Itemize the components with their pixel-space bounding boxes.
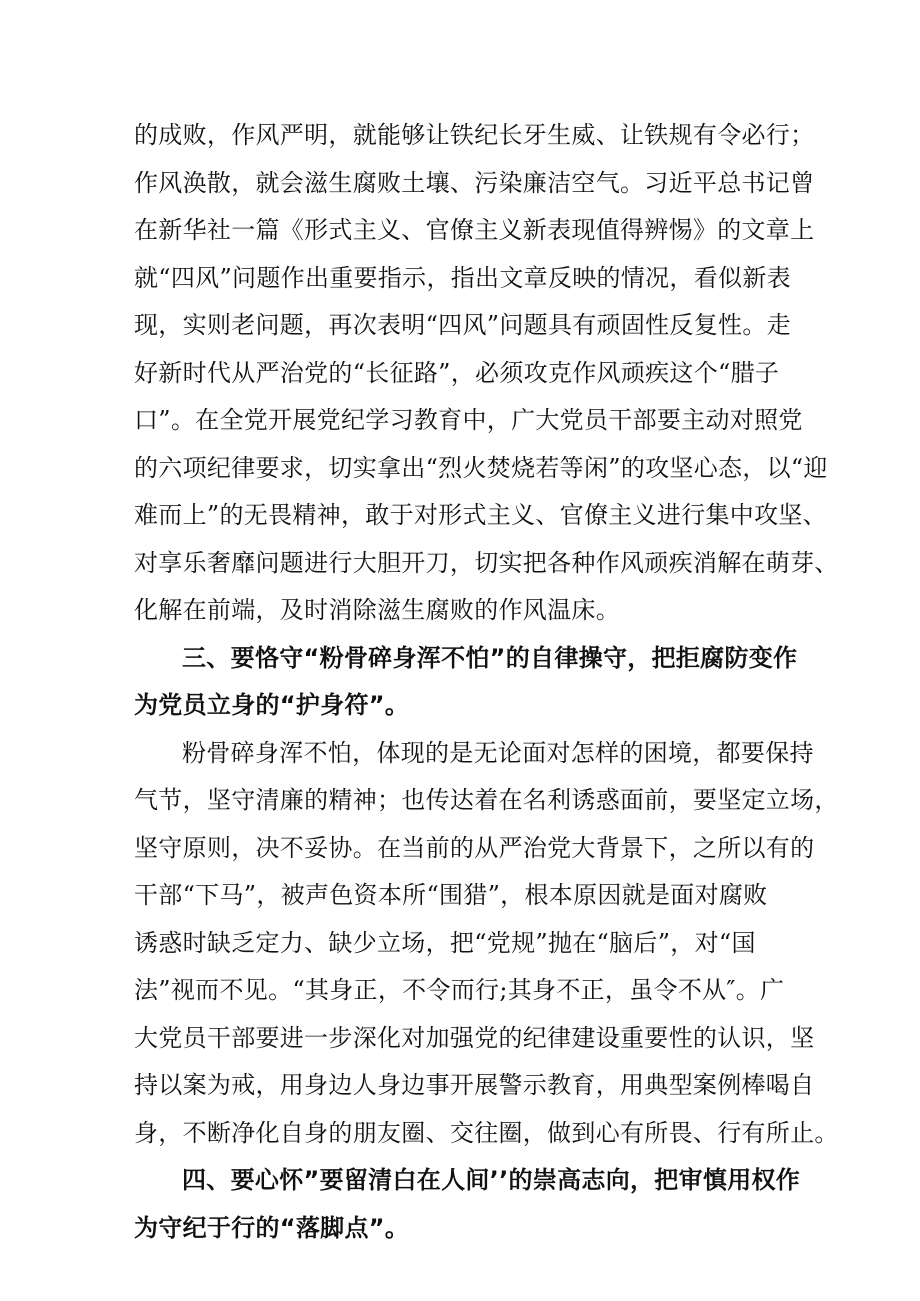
text-line: 现，实则老问题，再次表明“四风”问题具有顽固性反复性。走 xyxy=(134,311,791,339)
text-line: 的六项纪律要求，切实拿出“烈火焚烧若等闲”的攻坚心态，以“迎 xyxy=(134,453,828,482)
text-line: 对享乐奢靡问题进行大胆开刀，切实把各种作风顽疾消解在萌芽、 xyxy=(134,548,839,577)
paragraph-continuation xyxy=(134,112,839,635)
heading-line: 三、要恪守“粉骨碎身浑不怕”的自律操守，把拒腐防变作 xyxy=(182,643,798,672)
section-heading-4 xyxy=(134,1157,801,1252)
text-line: 干部“下马”，被声色资本所“围猎”，根本原因就是面对腐败 xyxy=(134,881,768,909)
text-line: 法”视而不见。“其身正，不令而行;其身不正，虽令不从″。广 xyxy=(134,976,785,1004)
section-heading-3 xyxy=(134,635,796,730)
document-body xyxy=(134,112,839,1252)
text-line: 就“四风”问题作出重要指示，指出文章反映的情况，看似新表 xyxy=(134,263,791,292)
text-line: 大党员干部要进一步深化对加强党的纪律建设重要性的认识，坚 xyxy=(134,1023,815,1052)
heading-line: 为守纪于行的“落脚点”。 xyxy=(134,1213,410,1242)
text-line: 好新时代从严治党的“长征路”，必须攻克作风顽疾这个“腊子 xyxy=(134,358,780,387)
text-line: 身，不断净化自身的朋友圈、交往圈，做到心有所畏、行有所止。 xyxy=(134,1118,839,1147)
text-line: 气节，坚守清廉的精神；也传达着在名利诱惑面前，要坚定立场， xyxy=(134,786,839,814)
text-line: 坚守原则，决不妥协。在当前的从严治党大背景下，之所以有的 xyxy=(134,833,815,862)
text-line: 在新华社一篇《形式主义、官僚主义新表现值得辨惕》的文章上 xyxy=(134,216,815,244)
text-line: 的成败，作风严明，就能够让铁纪长牙生威、让铁规有令必行； xyxy=(134,121,815,149)
text-line: 难而上”的无畏精神，敢于对形式主义、官僚主义进行集中攻坚、 xyxy=(134,501,827,529)
text-line: 持以案为戒，用身边人身边事开展警示教育，用典型案例棒喝自 xyxy=(134,1071,815,1099)
text-line: 粉骨碎身浑不怕，体现的是无论面对怎样的困境，都要保持 xyxy=(182,738,814,767)
paragraph-section-3 xyxy=(134,730,839,1158)
heading-line: 为党员立身的“护身符”。 xyxy=(134,691,410,719)
text-line: 口”。在全党开展党纪学习教育中，广大党员干部要主动对照党 xyxy=(134,406,803,434)
text-line: 作风涣散，就会滋生腐败土壤、污染廉洁空气。习近平总书记曾 xyxy=(134,168,815,197)
text-line: 诱惑时缺乏定力、缺少立场，把“党规”抛在“脑后”，对“国 xyxy=(134,928,756,957)
heading-line: 四、要心怀”要留清白在人间’’的崇高志向，把审慎用权作 xyxy=(182,1166,801,1194)
text-line: 化解在前端，及时消除滋生腐败的作风温床。 xyxy=(134,596,620,624)
